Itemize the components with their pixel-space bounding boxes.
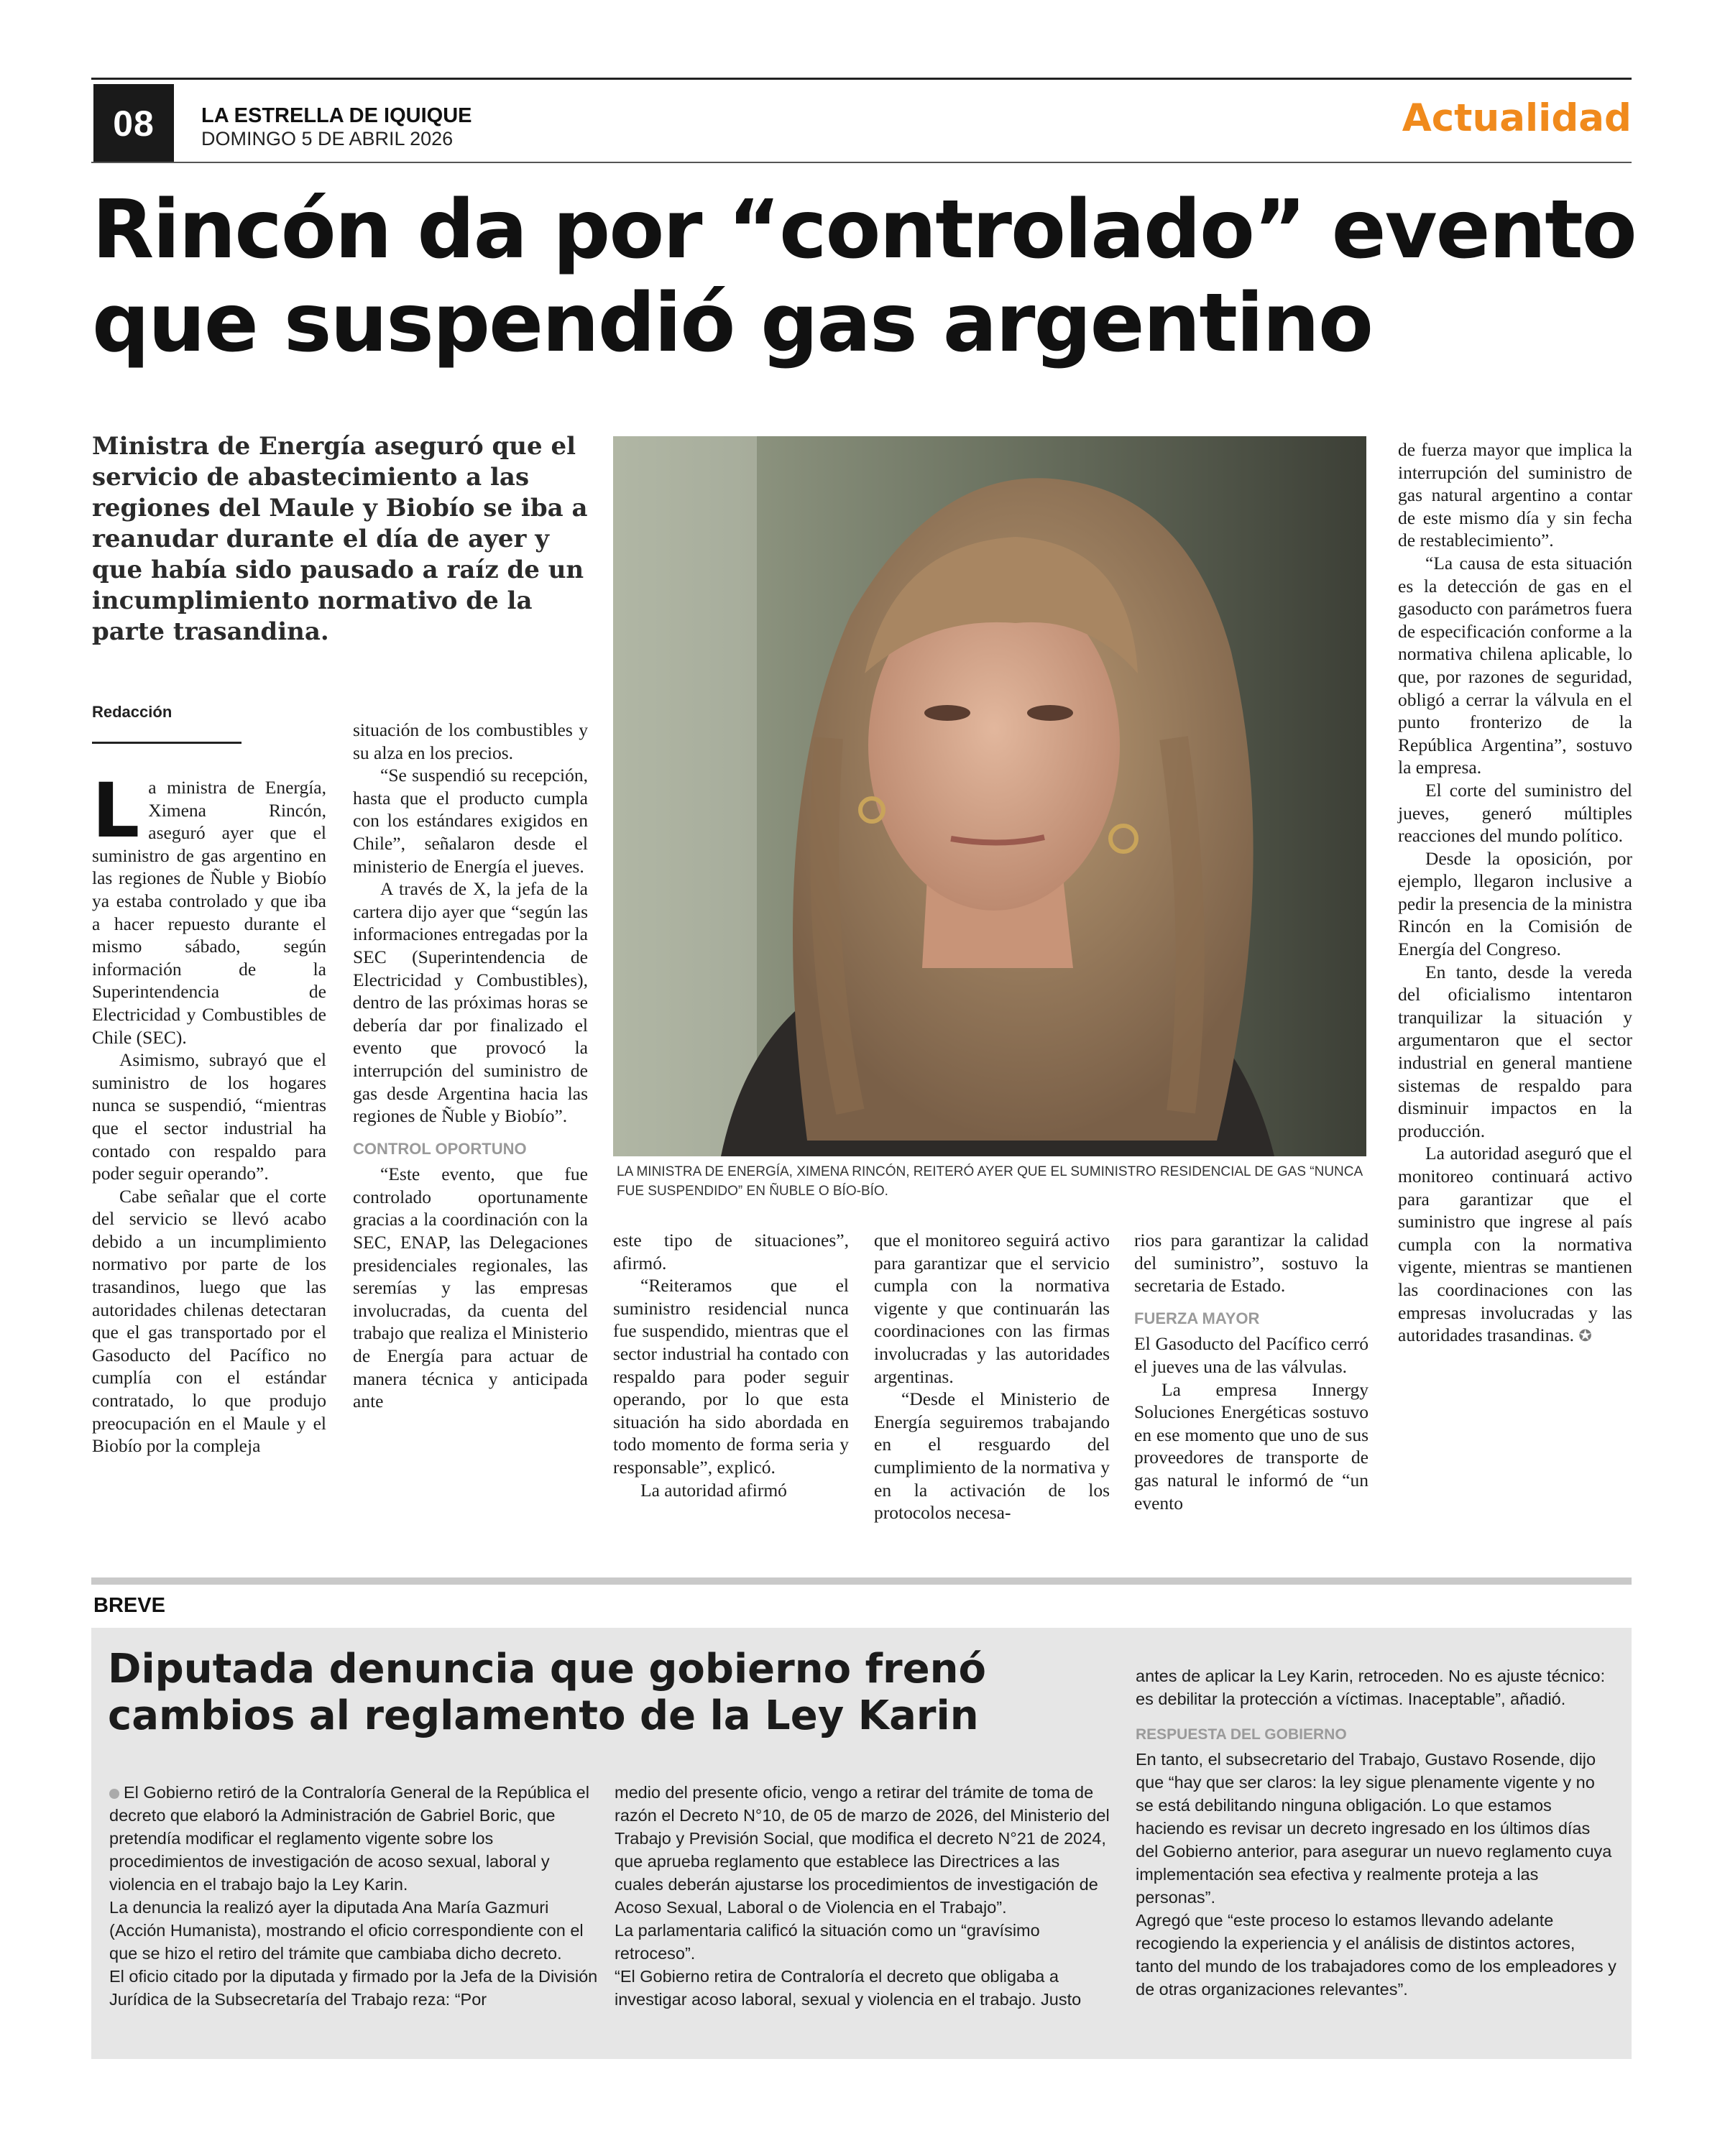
- paragraph: Desde la oposición, por ejemplo, llegaron inclusive a pedir la presencia de la ministra Rincón en la Comisión de Energía del Congreso.: [1398, 847, 1632, 960]
- breve-headline: Diputada denuncia que gobierno frenó cambios al reglamento de la Ley Karin: [108, 1646, 986, 1739]
- paragraph: La empresa Innergy Soluciones Energéticas sostuvo en ese momento que uno de sus proveedores de transporte de gas natural le informó de “un evento: [1134, 1378, 1368, 1514]
- headline-line-1: Rincón da por “controlado” evento: [92, 183, 1636, 277]
- subhead-fuerza-mayor: FUERZA MAYOR: [1134, 1309, 1260, 1327]
- paragraph: antes de aplicar la Ley Karin, retroceden. No es ajuste técnico: es debilitar la protección a víctimas. Inaceptable”, añadió.: [1136, 1667, 1606, 1708]
- paragraph: “Este evento, que fue controlado oportunamente gracias a la coordinación con la SEC, ENAP, las Delegaciones presidenciales regionales, las seremías y las empresas involucradas, da cuenta del trabajo que realiza el Ministerio de Energía para actuar de manera técnica y anticipada ante: [353, 1164, 588, 1412]
- header-rule: [91, 162, 1632, 163]
- page-number: 08: [93, 84, 174, 163]
- article-column-4: [874, 1229, 1110, 1524]
- paragraph: Agregó que “este proceso lo estamos llevando adelante recogiendo la experiencia y el análisis de distintos actores, tanto del mundo de los trabajadores como de los empleadores y de otras organizaciones relevantes”.: [1136, 1911, 1616, 1999]
- paragraph: “El Gobierno retira de Contraloría el decreto que obligaba a investigar acoso laboral, sexual y violencia en el trabajo. Justo: [615, 1967, 1082, 2009]
- paragraph: “Reiteramos que el suministro residencial nunca fue suspendido, mientras que el sector industrial ha contado con respaldo para poder seguir operando, por lo que esta situación ha sido abordada en todo momento de forma seria y responsable”, explicó.: [613, 1275, 849, 1478]
- article-column-3: [613, 1229, 849, 1501]
- paragraph: La autoridad aseguró que el monitoreo continuará activo para garantizar que el suministro que ingrese al país cumpla con la normativa vigente, mientras se mantienen las coordinaciones con las empresas involucradas y las autoridades trasandinas. ✪: [1398, 1143, 1632, 1346]
- paragraph: Asimismo, subrayó que el suministro de los hogares nunca se suspendió, “mientras que el sector industrial ha contado con respaldo para poder seguir operando”.: [92, 1049, 326, 1184]
- photo-caption: LA MINISTRA DE ENERGÍA, XIMENA RINCÓN, REITERÓ AYER QUE EL SUMINISTRO RESIDENCIAL DE GAS “NUNCA FUE SUSPENDIDO” EN ÑUBLE O BÍO-BÍO.: [617, 1164, 1363, 1199]
- headline: [92, 183, 1637, 370]
- paragraph: medio del presente oficio, vengo a retirar del trámite de toma de razón el Decreto N°10, de 05 de marzo de 2026, del Ministerio del Trabajo y Previsión Social, que modifica el decreto N°21 de 2024, que aprueba reglamento que establece las Directrices a las cuales deberán ajustarse los procedimientos de investigación de Acoso Sexual, Laboral o de Violencia en el Trabajo”.: [615, 1783, 1110, 1917]
- subhead-respuesta-gobierno: RESPUESTA DEL GOBIERNO: [1136, 1726, 1347, 1743]
- paragraph: rios para garantizar la calidad del suministro”, sostuvo la secretaria de Estado.: [1134, 1230, 1368, 1296]
- paragraph: El corte del suministro del jueves, generó múltiples reacciones del mundo político.: [1398, 779, 1632, 847]
- paragraph: La denuncia la realizó ayer la diputada Ana María Gazmuri (Acción Humanista), mostrando el oficio correspondiente con el que se hizo el retiro del trámite que cambiaba dicho decreto.: [109, 1898, 584, 1963]
- paragraph: “Se suspendió su recepción, hasta que el producto cumpla con los estándares exigidos en Chile”, señalaron desde el ministerio de Energía el jueves.: [353, 765, 588, 877]
- top-rule: [91, 78, 1632, 80]
- minister-photo: [613, 436, 1366, 1156]
- paragraph: “Desde el Ministerio de Energía seguiremos trabajando en el resguardo del cumplimiento de la normativa y en la activación de los protocolos necesa-: [874, 1388, 1110, 1524]
- headline-line-2: que suspendió gas argentino: [92, 277, 1372, 370]
- paragraph: En tanto, desde la vereda del oficialismo intentaron tranquilizar la situación y argumentaron que el sector industrial en general mantiene sistemas de respaldo para disminuir impactos en la producción.: [1398, 961, 1632, 1141]
- breve-column-3: [1136, 1664, 1617, 2001]
- paragraph: este tipo de situaciones”, afirmó.: [613, 1230, 849, 1273]
- paragraph: La ministra de Energía, Ximena Rincón, aseguró ayer que el suministro de gas argentino en las regiones de Ñuble y Biobío ya estaba controlado y que iba a hacer repuesto durante el mismo sábado, según información de la Superintendencia de Electricidad y Combustibles de Chile (SEC).: [92, 767, 326, 1048]
- byline: Redacción: [92, 703, 172, 721]
- article-column-6: [1398, 438, 1632, 1348]
- section-label: Actualidad: [1402, 96, 1632, 140]
- issue-date: DOMINGO 5 DE ABRIL 2026: [201, 128, 454, 149]
- newspaper-name: LA ESTRELLA DE IQUIQUE: [201, 104, 472, 127]
- paragraph: El Gobierno retiró de la Contraloría General de la República el decreto que elaboró la Administración de Gabriel Boric, que pretendía modificar el reglamento vigente sobre los procedimientos de investigación de acoso sexual, laboral y violencia en el trabajo bajo la Ley Karin.: [109, 1783, 589, 1894]
- paragraph: La parlamentaria calificó la situación como un “gravísimo retroceso”.: [615, 1921, 1040, 1963]
- paragraph: A través de X, la jefa de la cartera dijo ayer que “según las informaciones entregadas por la SEC (Superintendencia de Electricidad y Combustibles), dentro de las próximas horas se debería dar por finalizado el evento que provocó la interrupción del suministro de gas desde Argentina hacia las regiones de Ñuble y Biobío”.: [353, 878, 588, 1127]
- breve-divider: [91, 1577, 1632, 1585]
- lead-paragraph: Ministra de Energía aseguró que el servicio de abastecimiento a las regiones del Maule y Biobío se iba a reanudar durante el día de ayer y que había sido pausado a raíz de un incumplimiento normativo de la parte trasandina.: [92, 432, 588, 646]
- article-column-2: [353, 719, 588, 1413]
- breve-column-2: [615, 1781, 1110, 2011]
- byline-rule: [92, 742, 242, 744]
- paragraph: de fuerza mayor que implica la interrupción del suministro de gas natural argentino a contar de este mismo día y sin fecha de restablecimiento”.: [1398, 439, 1632, 551]
- paragraph: que el monitoreo seguirá activo para garantizar que el servicio cumpla con la normativa vigente y que continuarán las coordinaciones con las firmas involucradas y las autoridades argentinas.: [874, 1230, 1110, 1387]
- breve-label: BREVE: [93, 1594, 165, 1617]
- paragraph: Cabe señalar que el corte del servicio se llevó acabo debido a un incumplimiento normativo por parte de los trasandinos, luego que las autoridades chilenas detectaran que el gas transportado por el Gasoducto del Pacífico no cumplía con el estándar contratado, lo que produjo preocupación en el Maule y el Biobío por la compleja: [92, 1185, 326, 1457]
- article-column-1: [92, 767, 326, 1457]
- paragraph: En tanto, el subsecretario del Trabajo, Gustavo Rosende, dijo que “hay que ser claros: la ley sigue plenamente vigente y no se está debilitando ninguna obligación. Lo que estamos haciendo es revisar un decreto ingresado en los últimos días del Gobierno anterior, para asegurar un nuevo reglamento cuya implementación sea efectiva y realmente proteja a las personas”.: [1136, 1750, 1612, 1907]
- portrait-image: [613, 436, 1366, 1156]
- paragraph: El Gasoducto del Pacífico cerró el jueves una de las válvulas.: [1134, 1333, 1368, 1377]
- drop-cap: L: [92, 767, 140, 854]
- subhead-control-oportuno: CONTROL OPORTUNO: [353, 1139, 527, 1158]
- paragraph: “La causa de esta situación es la detección de gas en el gasoducto con parámetros fuera de especificación conforme a la normativa chilena aplicable, lo que, por razones de seguridad, obligó a cerrar la válvula en el punto fronterizo de la República Argentina”, sostuvo la empresa.: [1398, 552, 1632, 778]
- bullet-icon: [109, 1789, 119, 1799]
- paragraph: La autoridad afirmó: [640, 1479, 787, 1501]
- article-column-5: [1134, 1229, 1368, 1514]
- paragraph: situación de los combustibles y su alza en los precios.: [353, 719, 588, 763]
- end-mark-icon: ✪: [1578, 1327, 1592, 1346]
- paragraph: El oficio citado por la diputada y firmado por la Jefa de la División Jurídica de la Subsecretaría del Trabajo reza: “Por: [109, 1967, 598, 2009]
- breve-column-1: [109, 1781, 598, 2011]
